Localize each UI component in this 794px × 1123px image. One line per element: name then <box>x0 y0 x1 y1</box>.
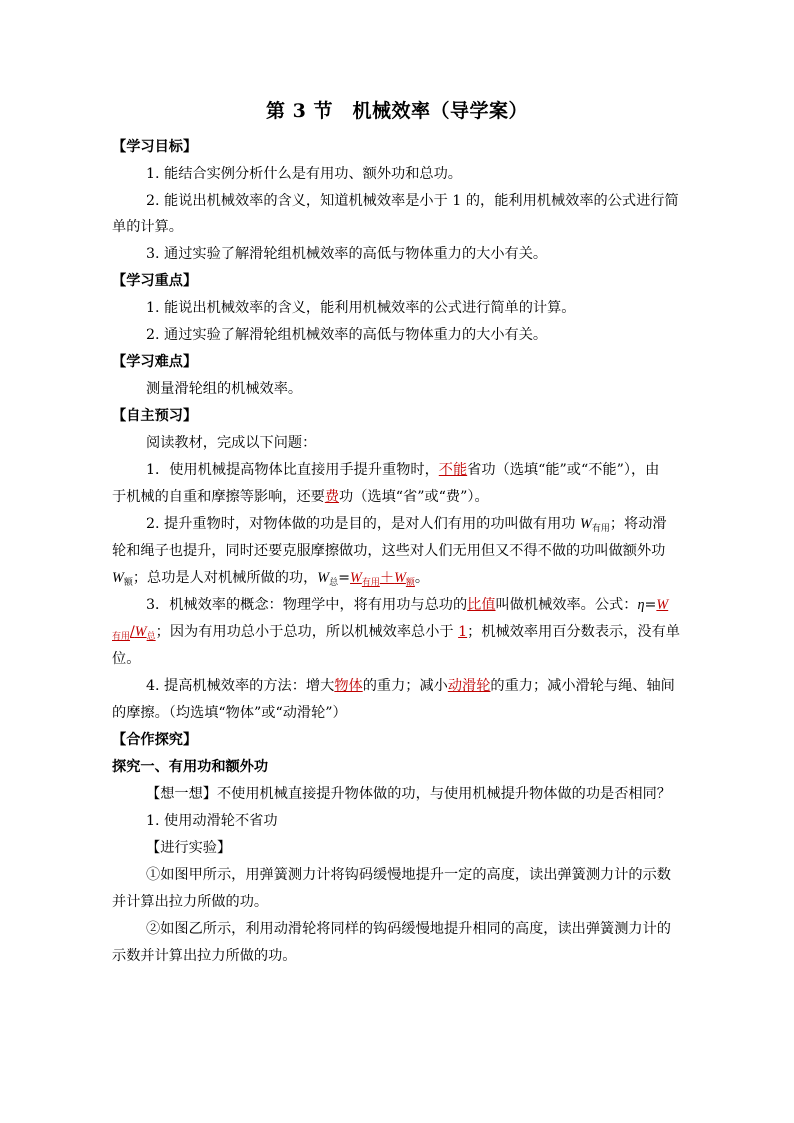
q3-line2-mid: ；因为有用功总小于总功，所以机械效率总小于 <box>155 624 459 640</box>
q2-line3-mid: ；总功是人对机械所做的功， <box>132 570 318 586</box>
q2-equals: = <box>338 570 351 586</box>
preview-q2-line1 <box>146 513 726 534</box>
q3-line2-post: ；机械效率用百分数表示，没有单 <box>467 624 680 640</box>
q2-answer-plus: ＋ <box>379 570 395 586</box>
goal-item-1: 1. 能结合实例分析什么是有用功、额外功和总功。 <box>146 166 462 182</box>
q2-w-total-symbol: W <box>317 570 330 586</box>
preview-q3-line1 <box>146 594 726 614</box>
difficulty-item-1: 测量滑轮组的机械效率。 <box>146 381 303 397</box>
q2-answer-sub-extra: 额 <box>405 578 415 588</box>
goal-item-3: 3. 通过实验了解滑轮组机械效率的高低与物体重力的大小有关。 <box>146 246 548 262</box>
q2-sub-total: 总 <box>329 578 339 588</box>
section-heading-difficulty: 【学习难点】 <box>112 354 198 370</box>
q2-line1-pre: 2. 提升重物时，对物体做的功是目的，是对人们有用的功叫做有用功 <box>146 516 580 532</box>
q1-line2-pre: 于机械的自重和摩擦等影响，还要 <box>112 489 325 505</box>
q3-answer-w-total: W <box>134 624 147 640</box>
q4-text-mid: 的重力；减小 <box>362 678 448 694</box>
q3-answer-2: 1 <box>458 624 468 640</box>
experiment-step-1-line2: 并计算出拉力所做的功。 <box>112 894 269 910</box>
experiment-step-2-line2: 示数并计算出拉力所做的功。 <box>112 948 297 964</box>
think-prompt: 【想一想】不使用机械直接提升物体做的功，与使用机械提升物体做的功是否相同？ <box>146 786 671 802</box>
section-heading-key-points: 【学习重点】 <box>112 273 198 289</box>
section-heading-preview: 【自主预习】 <box>112 408 198 424</box>
experiment-step-1-line1: ①如图甲所示，用弹簧测力计将钩码缓慢地提升一定的高度，读出弹簧测力计的示数 <box>146 867 671 883</box>
q1-text-pre: 1．使用机械提高物体比直接用手提升重物时， <box>146 462 439 478</box>
page-title: 第 3 节 机械效率（导学案） <box>266 100 528 122</box>
experiment-heading: 【进行实验】 <box>146 840 232 856</box>
preview-q4-line2: 的摩擦。（均选填“物体”或“动滑轮”） <box>112 705 347 721</box>
q4-answer-1: 物体 <box>334 678 363 694</box>
q3-text-pre: 3．机械效率的概念：物理学中，将有用功与总功的 <box>146 597 468 613</box>
q2-line1-post: ；将动滑 <box>609 516 667 532</box>
q3-answer-1: 比值 <box>467 597 496 613</box>
q2-w-symbol: W <box>580 516 592 532</box>
q3-answer-sub-useful: 有用 <box>112 632 131 642</box>
q3-text-mid: 叫做机械效率。公式： <box>495 597 638 613</box>
preview-q3-line3: 位。 <box>112 651 141 667</box>
section-heading-cooperate: 【合作探究】 <box>112 732 198 748</box>
preview-q1-line2 <box>112 486 692 506</box>
q1-text-mid: 省功（选填“能”或“不能”），由 <box>467 462 660 478</box>
preview-intro: 阅读教材，完成以下问题： <box>146 435 317 451</box>
goal-item-2-line2: 单的计算。 <box>112 219 183 235</box>
preview-q4-line1 <box>146 675 726 695</box>
q1-answer-2: 费 <box>324 489 340 505</box>
q4-text-post: 的重力；减小滑轮与绳、轴间 <box>490 678 675 694</box>
q4-answer-2: 动滑轮 <box>447 678 491 694</box>
sub-heading-1: 1. 使用动滑轮不省功 <box>146 813 278 829</box>
key-point-1: 1. 能说出机械效率的含义，能利用机械效率的公式进行简单的计算。 <box>146 300 576 316</box>
q4-text-pre: 4. 提高机械效率的方法：增大 <box>146 678 335 694</box>
q1-line2-post: 功（选填“省”或“费”）。 <box>339 489 489 505</box>
experiment-step-2-line1: ②如图乙所示，利用动滑轮将同样的钩码缓慢地提升相同的高度，读出弹簧测力计的 <box>146 921 671 937</box>
q3-equals: = <box>644 597 657 613</box>
q2-end: 。 <box>414 570 430 586</box>
goal-item-2-line1: 2. 能说出机械效率的含义，知道机械效率是小于 1 的，能利用机械效率的公式进行简 <box>146 193 679 209</box>
q3-answer-slash: / <box>130 624 135 640</box>
q3-answer-w: W <box>656 597 669 613</box>
q2-sub-useful: 有用 <box>591 524 610 534</box>
q3-eta-symbol: η <box>637 597 645 613</box>
preview-q2-line2: 轮和绳子也提升，同时还要克服摩擦做功，这些对人们无用但又不得不做的功叫做额外功 <box>112 543 666 559</box>
explore-1-heading: 探究一、有用功和额外功 <box>112 759 269 775</box>
section-heading-goals: 【学习目标】 <box>112 139 198 155</box>
q2-answer-w-extra: W <box>394 570 406 586</box>
q3-answer-sub-total: 总 <box>146 632 156 642</box>
q1-answer-1: 不能 <box>438 462 468 478</box>
q2-answer-w-useful: W <box>350 570 362 586</box>
key-point-2: 2. 通过实验了解滑轮组机械效率的高低与物体重力的大小有关。 <box>146 327 548 343</box>
preview-q1-line1 <box>146 459 726 479</box>
q2-w-extra-symbol: W <box>112 570 124 586</box>
preview-q2-line3 <box>112 567 692 588</box>
q2-sub-extra: 额 <box>123 578 133 588</box>
q2-answer-sub-useful: 有用 <box>361 578 380 588</box>
preview-q3-line2 <box>112 621 692 642</box>
